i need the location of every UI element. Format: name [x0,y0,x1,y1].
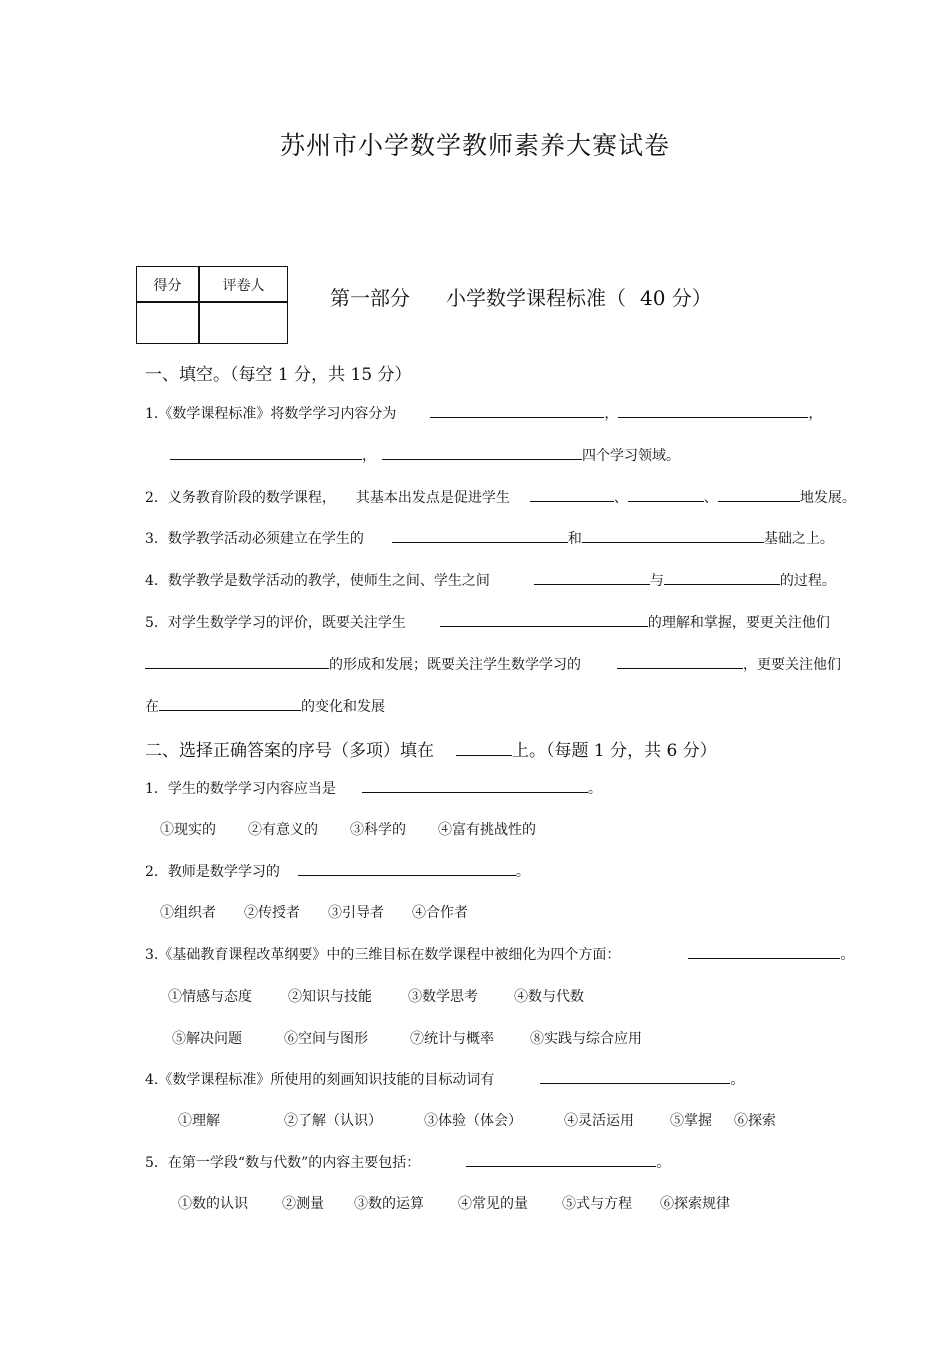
page-title: 苏州市小学数学教师素养大赛试卷 [279,131,670,160]
heading-text: 二、选择正确答案的序号（多项）填在 [145,741,434,761]
fill-question-5-line2 [145,654,841,674]
part-name: 小学数学课程标准（ [446,286,626,310]
option-item: ④合作者 [412,905,468,921]
option-item: ④富有挑战性的 [438,822,536,838]
option-item: ②了解（认识） [284,1113,382,1129]
separator: 、 [613,490,628,506]
question-text: 。 [840,947,855,963]
question-text: 。 [730,1072,745,1088]
question-text: 的理解和掌握，要更关注他们 [647,615,830,631]
fill-question-3 [145,528,834,548]
option-item: ①现实的 [160,822,216,838]
fill-question-5 [145,612,830,632]
option-item: ①数的认识 [178,1196,248,1212]
option-list [178,1193,730,1213]
question-text: 的过程。 [779,573,836,589]
answer-blank[interactable] [664,570,780,585]
option-list [160,902,468,922]
part-points: 40 分） [640,286,712,310]
table-divider [137,301,287,303]
option-item: ⑤式与方程 [562,1196,632,1212]
answer-blank[interactable] [159,696,301,711]
answer-blank[interactable] [530,487,614,502]
question-text: 四个学习领域。 [582,448,680,464]
answer-blank[interactable] [617,654,743,669]
choice-question-4 [145,1069,744,1089]
question-text: ，更要关注他们 [743,657,841,673]
question-text: 在 [145,699,159,715]
choice-question-1 [145,778,602,798]
section1-heading: 一、填空。（每空 1 分，共 15 分） [145,365,412,385]
question-text: 。 [656,1155,671,1171]
answer-blank[interactable] [582,528,764,543]
option-item: ④灵活运用 [564,1113,634,1129]
option-list [172,1028,642,1048]
option-item: ④常见的量 [458,1196,528,1212]
fill-question-1-line2 [170,445,680,465]
answer-blank[interactable] [382,445,582,460]
answer-blank[interactable] [466,1152,656,1167]
option-item: ⑥探索规律 [660,1196,730,1212]
separator: ， [362,448,376,464]
question-text: 4．数学教学是数学活动的教学，使师生之间、学生之间 [145,573,490,589]
answer-blank[interactable] [392,528,568,543]
option-item: ①理解 [178,1113,220,1129]
option-item: ⑤掌握 [670,1113,712,1129]
option-item: ③科学的 [350,822,406,838]
fill-question-4 [145,570,836,590]
option-list [168,986,584,1006]
answer-blank[interactable] [688,944,840,959]
answer-blank[interactable] [362,778,588,793]
grader-label: 评卷人 [222,278,265,294]
part-label: 第一部分 [330,286,410,310]
option-item: ②传授者 [244,905,300,921]
answer-blank[interactable] [618,403,808,418]
question-text: 地发展。 [799,490,856,506]
option-item: ④数与代数 [514,989,584,1005]
option-item: ③数学思考 [408,989,478,1005]
answer-blank[interactable] [430,403,604,418]
answer-blank[interactable] [440,612,648,627]
option-item: ⑤解决问题 [172,1031,242,1047]
option-item: ②测量 [282,1196,324,1212]
question-text: 。 [515,864,530,880]
part-heading [330,282,712,311]
section2-heading [145,736,717,761]
option-list [178,1110,776,1130]
option-item: ③体验（体会） [424,1113,522,1129]
question-text: 。 [587,781,602,797]
question-text: 基础之上。 [763,531,834,547]
separator: ， [604,406,619,422]
answer-blank[interactable] [145,654,329,669]
option-item: ③数的运算 [354,1196,424,1212]
question-text: 和 [567,531,582,547]
option-item: ①组织者 [160,905,216,921]
option-item: ⑦统计与概率 [410,1031,494,1047]
question-text: 2．教师是数学学习的 [145,864,280,880]
answer-blank[interactable] [170,445,362,460]
choice-question-3 [145,944,854,964]
question-text: 1.《数学课程标准》将数学学习内容分为 [145,406,397,422]
choice-question-5 [145,1152,670,1172]
answer-blank[interactable] [534,570,650,585]
option-item: ⑧实践与综合应用 [530,1031,642,1047]
question-text: 4.《数学课程标准》所使用的刻画知识技能的目标动词有 [145,1072,495,1088]
question-text: 1．学生的数学学习内容应当是 [145,781,336,797]
score-table [136,266,288,344]
option-item: ③引导者 [328,905,384,921]
heading-text: 上。（每题 1 分，共 6 分） [512,741,717,761]
separator: ， [808,406,823,422]
option-list [160,819,536,839]
separator: 、 [703,490,718,506]
fill-question-1 [145,403,822,423]
question-text: 2．义务教育阶段的数学课程， [145,490,336,506]
fill-question-2 [145,487,856,507]
choice-question-2 [145,861,530,881]
question-text: 的形成和发展；既要关注学生数学学习的 [329,657,581,673]
option-item: ②知识与技能 [288,989,372,1005]
question-text: 5．在第一学段“数与代数”的内容主要包括： [145,1155,421,1171]
score-label: 得分 [153,278,182,294]
fill-question-5-line3 [145,696,385,716]
question-text: 其基本出发点是促进学生 [355,490,510,506]
option-item: ①情感与态度 [168,989,252,1005]
question-text: 的变化和发展 [301,699,385,715]
question-text: 与 [649,573,664,589]
option-item: ⑥探索 [734,1113,776,1129]
answer-blank[interactable] [628,487,704,502]
question-text: 5．对学生数学学习的评价，既要关注学生 [145,615,406,631]
answer-blank[interactable] [718,487,800,502]
answer-blank[interactable] [540,1069,730,1084]
option-item: ⑥空间与图形 [284,1031,368,1047]
option-item: ②有意义的 [248,822,318,838]
answer-blank[interactable] [298,861,516,876]
heading-blank [456,739,512,756]
question-text: 3．数学教学活动必须建立在学生的 [145,531,364,547]
question-text: 3.《基础教育课程改革纲要》中的三维目标在数学课程中被细化为四个方面： [145,947,621,963]
